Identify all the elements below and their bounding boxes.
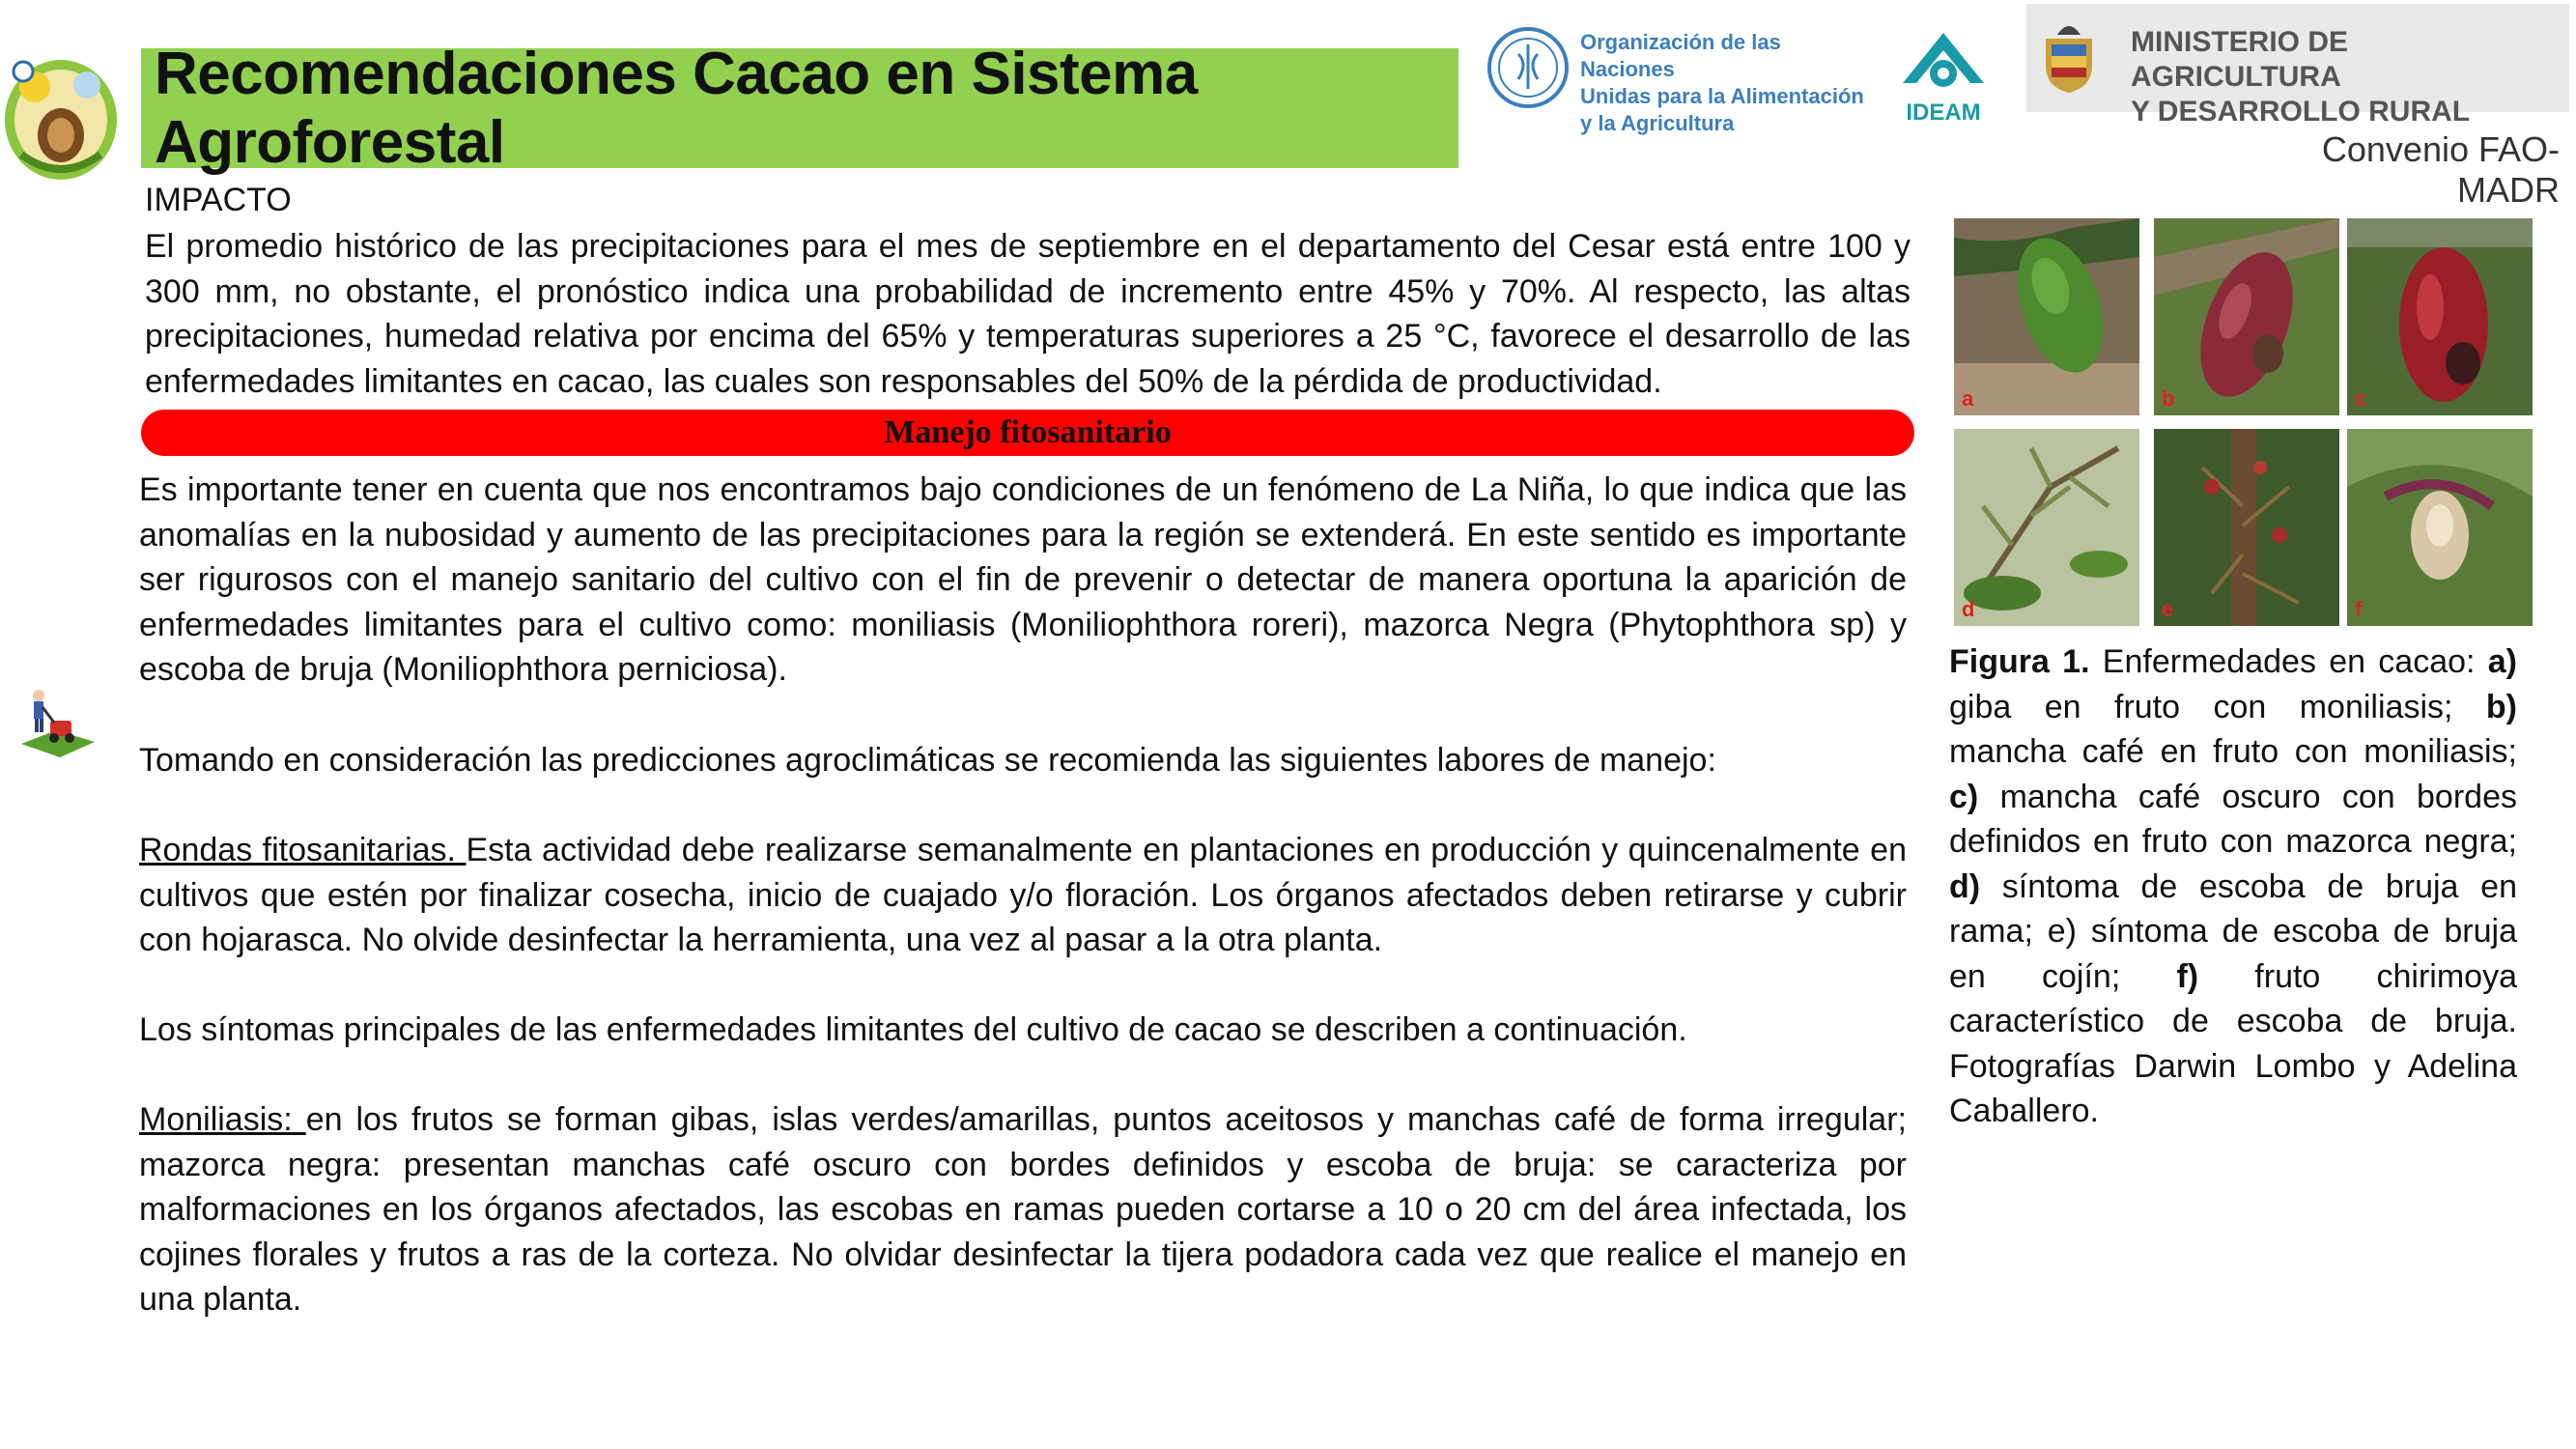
impacto-paragraph: El promedio histórico de las precipitaciones para el mes de septiembre en el departamento del Cesar está entre 100 y 300 mm, no obstante, el pronóstico indica una probabilidad de incremento entre 45% y 70%. Al respecto, las altas precipitaciones, humedad relativa por encima del 65% y temperaturas superiores a 25 °C, favorece el desarrollo de las enfermedades limitantes en cacao, las cuales son responsables del 50% de la pérdida de productividad.	[145, 228, 1911, 400]
photo-label-e: e	[2162, 597, 2174, 621]
ministerio-line-2: Y DESARROLLO RURAL	[2131, 96, 2471, 128]
paragraph-sintomas: Los síntomas principales de las enfermedades limitantes del cultivo de cacao se describen a continuación.	[139, 1011, 1687, 1048]
manejo-fitosanitario-banner	[141, 410, 1914, 456]
photo-e-escoba-cojin	[2154, 429, 2339, 626]
photo-d-escoba-rama	[1954, 429, 2139, 626]
ideam-logo	[1893, 23, 1994, 128]
farmer-mowing-icon	[17, 686, 97, 759]
rondas-text: Esta actividad debe realizarse semanalmente en plantaciones en producción y quincenalmente en cultivos que estén por finalizar cosecha, inicio de cuajado y/o floración. Los órganos afectados deben retirarse y cubrir con hojarasca. No olvide desinfectar la herramienta, una vez al pasar a la otra planta.	[139, 832, 1907, 958]
caption-label-f: f)	[2176, 957, 2199, 995]
caption-label-d: d)	[1949, 867, 1981, 905]
fao-line-1: Organización de las Naciones	[1580, 30, 1781, 81]
photo-label-d: d	[1962, 597, 1975, 621]
caption-label-a: a)	[2487, 643, 2517, 680]
ideam-label: IDEAM	[1906, 99, 1981, 126]
ministerio-line-1: MINISTERIO DE AGRICULTURA	[2131, 26, 2349, 93]
photo-b-moniliasis-mancha	[2154, 218, 2339, 415]
ministerio-name	[2131, 25, 2556, 129]
caption-text-5: fruto chirimoya característico de escoba de bruja. Fotografías Darwin Lombo y Adelina Caballero.	[1949, 957, 2517, 1129]
figure-caption	[1949, 639, 2517, 1134]
photo-label-b: b	[2162, 386, 2175, 411]
rondas-title: Rondas fitosanitarias.	[139, 832, 467, 868]
caption-text-0: Enfermedades en cacao:	[2089, 643, 2488, 680]
photo-label-c: c	[2355, 386, 2367, 411]
caption-text-4: síntoma de escoba de bruja en rama; e) síntoma de escoba de bruja en cojín;	[1949, 867, 2517, 995]
caption-label-c: c)	[1949, 778, 1979, 815]
page-title-bar	[141, 41, 1458, 176]
fao-organization-name	[1580, 29, 1870, 137]
photo-label-f: f	[2355, 597, 2363, 621]
photo-a-moniliasis-giba	[1954, 218, 2139, 415]
photo-c-mazorca-negra	[2347, 218, 2533, 415]
caption-text-3: mancha café oscuro con bordes definidos en fruto con mazorca negra;	[1949, 778, 2517, 860]
photo-label-a: a	[1962, 386, 1974, 411]
paragraph-predicciones: Tomando en consideración las predicciones agroclimáticas se recomienda las siguientes labores de manejo:	[139, 742, 1716, 779]
caption-text-2: mancha café en fruto con moniliasis;	[1949, 733, 2517, 770]
caption-figure-label: Figura 1.	[1949, 643, 2090, 680]
fao-logo-icon	[1486, 25, 1571, 110]
colombia-crest-icon	[2038, 17, 2100, 95]
moniliasis-text: en los frutos se forman gibas, islas verdes/amarillas, puntos aceitosos y manchas café de forma irregular; mazorca negra: presentan manchas café oscuro con bordes definidos y escoba de bruja: se caracteriza por malformaciones en los órganos afectados, las escobas en ramas pueden cortarse a 10 o 20 cm del área infectada, los cojines florales y frutos a ras de la corteza. No olvidar desinfectar la tijera podadora cada vez que realice el manejo en una planta.	[139, 1101, 1907, 1318]
paragraph-nina: Es importante tener en cuenta que nos encontramos bajo condiciones de un fenómeno de La Niña, lo que indica que las anomalías en la nubosidad y aumento de las precipitaciones para la región se extenderá. En este sentido es importante ser rigurosos con el manejo sanitario del cultivo con el fin de prevenir o detectar de manera oportuna la aparición de enfermedades limitantes para el cultivo como: moniliasis (Moniliophthora roreri), mazorca Negra (Phytophthora sp) y escoba de bruja (Moniliophthora perniciosa).	[139, 471, 1907, 688]
photo-f-fruto-chirimoya	[2347, 429, 2533, 626]
paragraph-moniliasis	[139, 1097, 1907, 1322]
banner-label: Manejo fitosanitario	[884, 414, 1172, 450]
caption-text-1: giba en fruto con moniliasis;	[1949, 688, 2486, 725]
paragraph-rondas	[139, 828, 1907, 963]
moniliasis-title: Moniliasis:	[139, 1101, 306, 1138]
impacto-heading: IMPACTO	[145, 182, 292, 218]
fao-line-2: Unidas para la Alimentación	[1580, 84, 1864, 108]
caption-label-b: b)	[2485, 688, 2517, 725]
convenio-label: Convenio FAO-MADR	[2321, 129, 2560, 210]
page-title: Recomendaciones Cacao en Sistema Agroforestal	[155, 41, 1198, 176]
project-logo	[2, 39, 120, 184]
fao-line-3: y la Agricultura	[1580, 111, 1735, 135]
